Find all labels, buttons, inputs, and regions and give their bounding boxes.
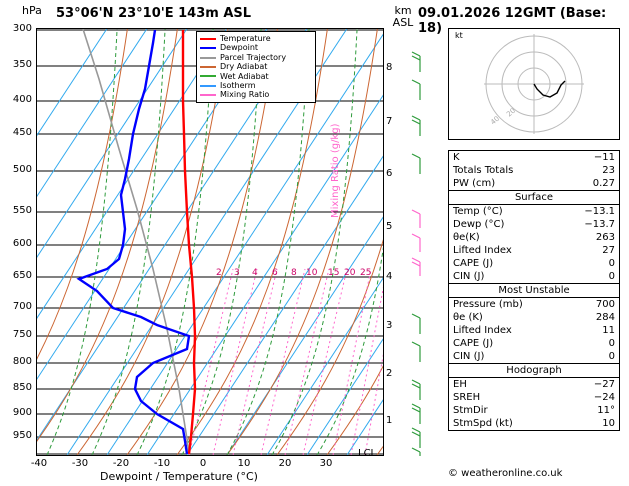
legend-label-parcel: Parcel Trajectory xyxy=(220,52,287,62)
kmtick-2: 2 xyxy=(386,368,393,379)
index-value-temp: −13.1 xyxy=(584,206,615,217)
wind-barbs xyxy=(404,28,444,456)
table-row xyxy=(449,270,619,283)
index-value-li-mu: 11 xyxy=(602,325,615,336)
table-row xyxy=(449,244,619,257)
index-value-pressure-mu: 700 xyxy=(595,299,615,310)
xtick--10: -10 xyxy=(153,458,171,469)
hodograph-unit-label: kt xyxy=(455,31,463,40)
ytick-800: 800 xyxy=(12,356,32,367)
mixnum-2: 2 xyxy=(216,268,222,278)
kmtick-5: 5 xyxy=(386,221,393,232)
mixnum-10: 10 xyxy=(306,268,318,278)
datetime-title: 09.01.2026 12GMT (Base: 18) xyxy=(418,6,607,36)
indices-table xyxy=(448,150,620,431)
svg-text:40: 40 xyxy=(489,114,502,127)
mixnum-8: 8 xyxy=(291,268,297,278)
index-value-cin-sfc: 0 xyxy=(608,271,615,282)
table-row xyxy=(449,311,619,324)
table-row xyxy=(449,298,619,311)
legend-label-dewpoint: Dewpoint xyxy=(220,43,259,53)
hodograph-canvas xyxy=(449,29,619,139)
ytick-500: 500 xyxy=(12,164,32,175)
index-label-totals: Totals Totals xyxy=(453,165,514,176)
index-label-li-sfc: Lifted Index xyxy=(453,245,512,256)
ytick-700: 700 xyxy=(12,301,32,312)
index-value-cape-mu: 0 xyxy=(608,338,615,349)
index-label-stmspd: StmSpd (kt) xyxy=(453,418,513,429)
index-label-theta-e-sfc: θe(K) xyxy=(453,232,480,243)
xtick-20: 20 xyxy=(278,458,292,469)
x-axis-label: Dewpoint / Temperature (°C) xyxy=(100,470,258,483)
mixnum-4: 4 xyxy=(252,268,258,278)
legend-item-isotherm xyxy=(200,81,312,90)
index-value-stmspd: 10 xyxy=(602,418,615,429)
table-row xyxy=(449,177,619,190)
index-value-dewp: −13.7 xyxy=(584,219,615,230)
table-row xyxy=(449,231,619,244)
index-label-pressure-mu: Pressure (mb) xyxy=(453,299,523,310)
kmtick-8: 8 xyxy=(386,62,393,73)
index-value-sreh: −24 xyxy=(593,392,615,403)
table-row xyxy=(449,391,619,404)
legend-item-dry-adiabat xyxy=(200,62,312,71)
index-label-eh: EH xyxy=(453,379,467,390)
wind-barb-column xyxy=(404,28,444,456)
index-value-pw: 0.27 xyxy=(592,178,615,189)
ytick-900: 900 xyxy=(12,407,32,418)
section-title-surface: Surface xyxy=(449,190,619,205)
kmtick-6: 6 xyxy=(386,168,393,179)
index-label-dewp: Dewp (°C) xyxy=(453,219,505,230)
legend-item-parcel xyxy=(200,53,312,62)
ytick-300: 300 xyxy=(12,23,32,34)
section-title-most-unstable: Most Unstable xyxy=(449,283,619,298)
legend-item-temperature xyxy=(200,34,312,43)
kmtick-3: 3 xyxy=(386,320,393,331)
table-row xyxy=(449,205,619,218)
hodograph[interactable] xyxy=(448,28,620,140)
ytick-350: 350 xyxy=(12,59,32,70)
copyright-footer: © weatheronline.co.uk xyxy=(448,468,563,479)
table-row xyxy=(449,378,619,391)
table-row xyxy=(449,404,619,417)
index-label-cin-mu: CIN (J) xyxy=(453,351,485,362)
index-label-sreh: SREH xyxy=(453,392,481,403)
xtick--40: -40 xyxy=(30,458,48,469)
index-label-cape-mu: CAPE (J) xyxy=(453,338,494,349)
table-row xyxy=(449,350,619,363)
dewpoint-line xyxy=(79,30,189,454)
xtick--20: -20 xyxy=(112,458,130,469)
index-label-pw: PW (cm) xyxy=(453,178,496,189)
index-value-k: −11 xyxy=(593,152,615,163)
kmtick-7: 7 xyxy=(386,116,393,127)
index-label-stmdir: StmDir xyxy=(453,405,488,416)
kmtick-4: 4 xyxy=(386,271,393,282)
ytick-400: 400 xyxy=(12,94,32,105)
mixnum-20: 20 xyxy=(344,268,356,278)
xtick-0: 0 xyxy=(199,458,207,469)
legend-label-dry-adiabat: Dry Adiabat xyxy=(220,62,268,72)
legend-label-wet-adiabat: Wet Adiabat xyxy=(220,71,269,81)
kmtick-1: 1 xyxy=(386,415,393,426)
index-label-theta-e-mu: θe (K) xyxy=(453,312,483,323)
table-row xyxy=(449,337,619,350)
legend-item-dewpoint xyxy=(200,43,312,52)
pressure-axis-unit: hPa xyxy=(22,4,42,17)
ytick-750: 750 xyxy=(12,329,32,340)
ytick-600: 600 xyxy=(12,238,32,249)
table-row xyxy=(449,151,619,164)
index-label-k: K xyxy=(453,152,460,163)
ytick-650: 650 xyxy=(12,270,32,281)
index-value-li-sfc: 27 xyxy=(602,245,615,256)
lcl-label: LCL xyxy=(358,448,377,459)
table-row xyxy=(449,218,619,231)
index-value-theta-e-mu: 284 xyxy=(595,312,615,323)
mixing-ratio-axis-label: Mixing Ratio (g/kg) xyxy=(330,123,341,218)
legend-label-temperature: Temperature xyxy=(220,34,271,43)
index-label-cin-sfc: CIN (J) xyxy=(453,271,485,282)
index-value-eh: −27 xyxy=(593,379,615,390)
table-row xyxy=(449,417,619,430)
table-row xyxy=(449,257,619,270)
xtick-30: 30 xyxy=(319,458,333,469)
station-title: 53°06'N 23°10'E 143m ASL xyxy=(56,6,252,21)
height-axis-unit: km xyxy=(394,4,412,17)
height-axis-asl-label: ASL xyxy=(392,16,414,29)
ytick-850: 850 xyxy=(12,382,32,393)
mixnum-15: 15 xyxy=(328,268,340,278)
legend-label-isotherm: Isotherm xyxy=(220,81,256,91)
section-title-hodograph: Hodograph xyxy=(449,363,619,378)
mixnum-25: 25 xyxy=(360,268,372,278)
index-label-li-mu: Lifted Index xyxy=(453,325,512,336)
table-row xyxy=(449,164,619,177)
legend-item-wet-adiabat xyxy=(200,72,312,81)
legend-label-mixing-ratio: Mixing Ratio xyxy=(220,90,270,100)
index-value-theta-e-sfc: 263 xyxy=(595,232,615,243)
table-row xyxy=(449,324,619,337)
mixnum-3: 3 xyxy=(234,268,240,278)
index-value-cin-mu: 0 xyxy=(608,351,615,362)
ytick-450: 450 xyxy=(12,127,32,138)
index-label-cape-sfc: CAPE (J) xyxy=(453,258,494,269)
mixnum-6: 6 xyxy=(272,268,278,278)
ytick-550: 550 xyxy=(12,205,32,216)
legend xyxy=(196,31,316,103)
svg-text:20: 20 xyxy=(505,106,518,119)
legend-item-mixing-ratio xyxy=(200,90,312,99)
ytick-950: 950 xyxy=(12,430,32,441)
index-value-totals: 23 xyxy=(602,165,615,176)
xtick-10: 10 xyxy=(237,458,251,469)
index-value-stmdir: 11° xyxy=(597,405,615,416)
index-value-cape-sfc: 0 xyxy=(608,258,615,269)
index-label-temp: Temp (°C) xyxy=(453,206,503,217)
xtick--30: -30 xyxy=(71,458,89,469)
